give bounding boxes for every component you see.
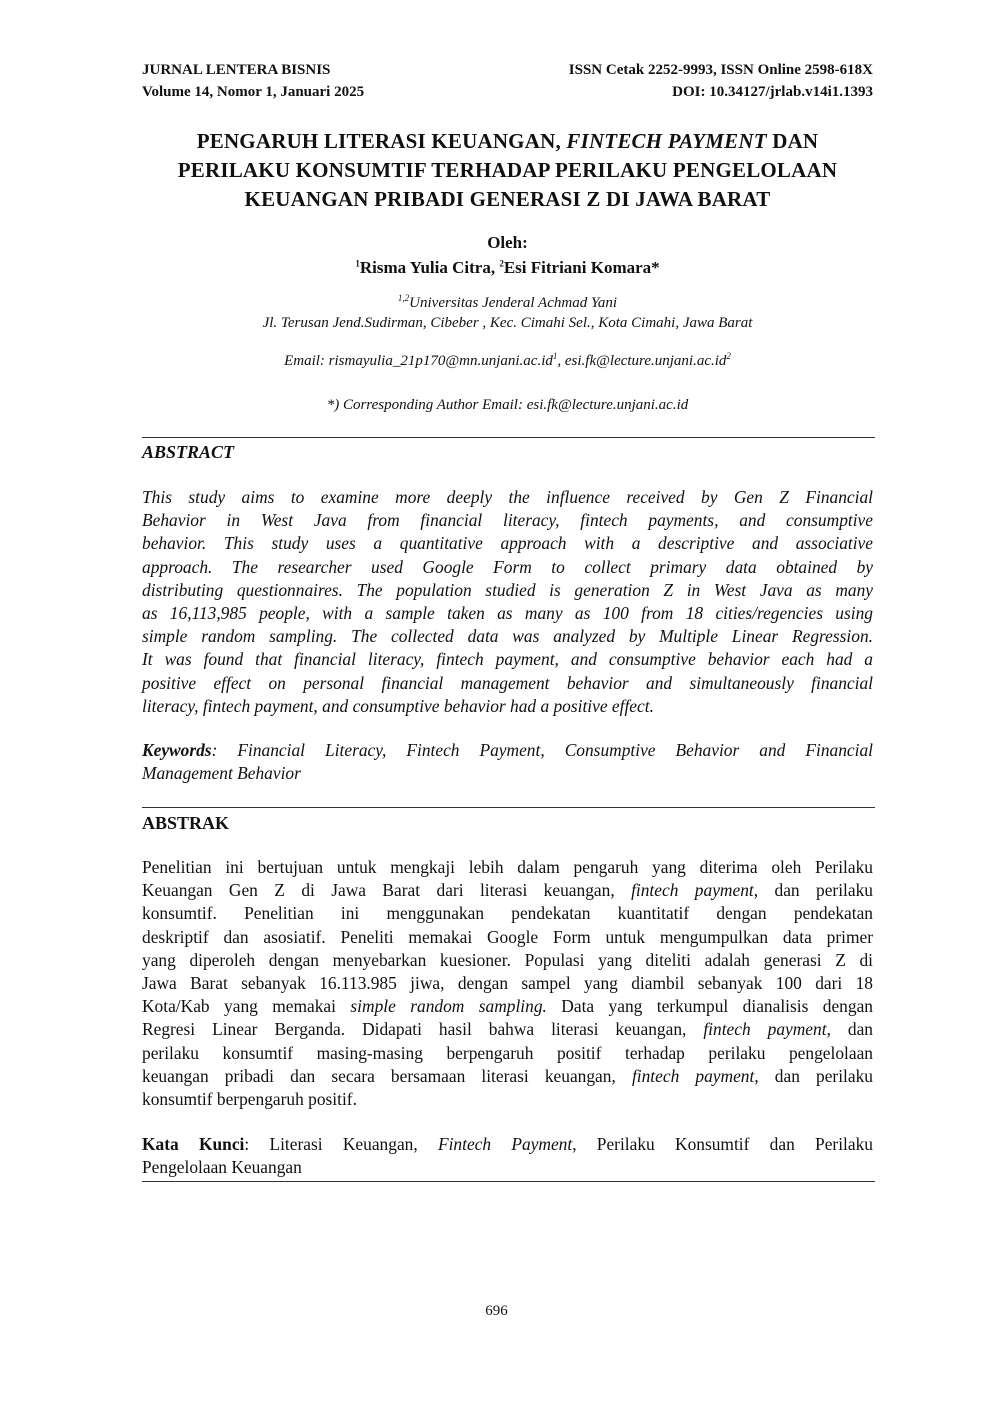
paper-title xyxy=(100,127,915,214)
corresponding-author: *) Corresponding Author Email: esi.fk@lecture.unjani.ac.id xyxy=(326,397,689,413)
abstract-en-line: simple random sampling. The collected data was analyzed by Multiple Linear Regression. xyxy=(142,626,873,647)
kata-kunci-text-2: Pengelolaan Keuangan xyxy=(142,1157,302,1178)
keywords-text-2: Management Behavior xyxy=(142,763,301,784)
divider xyxy=(142,807,875,808)
abstract-id-line: yang diperoleh dengan menyebarkan kuesioner. Populasi yang diteliti adalah generasi Z di xyxy=(142,949,873,970)
abstract-en-body xyxy=(142,486,873,718)
keywords-id: Kata Kunci: Literasi Keuangan, Fintech Payment, Perilaku Konsumtif dan Perilaku Pengelolaan Keuangan xyxy=(142,1133,873,1179)
title-line-1-end: DAN xyxy=(766,129,819,153)
doi: DOI: 10.34127/jrlab.v14i1.1393 xyxy=(672,84,873,100)
abstract-id-line: Kota/Kab yang memakai simple random sampling. Data yang terkumpul dianalisis dengan xyxy=(142,996,873,1017)
keywords-label: Keywords xyxy=(142,740,212,760)
email-sep: , xyxy=(557,353,565,369)
title-line-3: KEUANGAN PRIBADI GENERASI Z DI JAWA BARAT xyxy=(244,187,771,211)
abstract-id-line: perilaku konsumtif masing-masing berpengaruh positif terhadap perilaku pengelolaan xyxy=(142,1042,873,1063)
abstract-en-line: as 16,113,985 people, with a sample taken as many as 100 from 18 cities/regencies using xyxy=(142,603,873,624)
author-2: Esi Fitriani Komara* xyxy=(503,258,660,277)
abstract-en-line: Behavior in West Java from financial literacy, fintech payments, and consumptive xyxy=(142,510,873,531)
abstract-id-line: Keuangan Gen Z di Jawa Barat dari literasi keuangan, fintech payment, dan perilaku xyxy=(142,880,873,901)
keywords-text: : Financial Literacy, Fintech Payment, Consumptive Behavior and Financial xyxy=(211,740,873,760)
affiliation xyxy=(100,293,915,333)
keywords-en xyxy=(142,739,873,785)
abstract-id-body xyxy=(142,856,873,1111)
email-line xyxy=(100,351,915,371)
title-line-1: PENGARUH LITERASI KEUANGAN, xyxy=(196,129,567,153)
title-line-2: PERILAKU KONSUMTIF TERHADAP PERILAKU PENGELOLAAN xyxy=(177,158,838,182)
abstract-en-line: This study aims to examine more deeply the influence received by Gen Z Financial xyxy=(142,487,873,507)
abstract-heading: ABSTRACT xyxy=(142,442,235,462)
abstract-id-line: Penelitian ini bertujuan untuk mengkaji lebih dalam pengaruh yang diterima oleh Perilaku xyxy=(142,857,873,877)
page-number: 696 xyxy=(485,1303,508,1319)
author-1: Risma Yulia Citra, xyxy=(359,258,500,277)
abstract-id-line: keuangan pribadi dan secara bersamaan literasi keuangan, fintech payment, dan perilaku xyxy=(142,1065,873,1086)
divider xyxy=(142,1181,875,1182)
issn: ISSN Cetak 2252-9993, ISSN Online 2598-618X xyxy=(568,62,873,78)
divider xyxy=(142,437,875,438)
title-line-1-italic: FINTECH PAYMENT xyxy=(566,129,767,153)
abstract-id-line: Regresi Linear Berganda. Didapati hasil bahwa literasi keuangan, fintech payment, dan xyxy=(142,1019,873,1040)
abstract-id-line: Jawa Barat sebanyak 16.113.985 jiwa, dengan sampel yang diambil sebanyak 100 dari 18 xyxy=(142,973,873,994)
email-label: Email: xyxy=(284,353,329,369)
kata-kunci-label: Kata Kunci xyxy=(142,1134,245,1154)
abstract-en-line: positive effect on personal financial management behavior and simultaneously financial xyxy=(142,672,873,693)
affiliation-sup: 1,2 xyxy=(397,293,410,303)
university: Universitas Jenderal Achmad Yani xyxy=(409,295,618,311)
abstract-id-line: deskriptif dan asosiatif. Peneliti memakai Google Form untuk mengumpulkan data primer xyxy=(142,926,873,947)
volume-info: Volume 14, Nomor 1, Januari 2025 xyxy=(142,84,365,100)
abstract-en-line: behavior. This study uses a quantitative approach with a descriptive and associative xyxy=(142,533,873,554)
email-1[interactable]: rismayulia_21p170@mn.unjani.ac.id xyxy=(328,353,553,369)
abstract-id-line: konsumtif. Penelitian ini menggunakan pendekatan kuantitatif dengan pendekatan xyxy=(142,903,873,924)
email-2[interactable]: esi.fk@lecture.unjani.ac.id xyxy=(564,353,727,369)
author2-sup: 2 xyxy=(499,258,504,269)
abstract-en-line: approach. The researcher used Google Form to collect primary data obtained by xyxy=(142,556,873,577)
abstrak-heading: ABSTRAK xyxy=(142,813,230,833)
author-list xyxy=(100,255,915,280)
abstract-en-line: literacy, fintech payment, and consumptive behavior had a positive effect. xyxy=(142,695,654,716)
abstract-id-line: konsumtif berpengaruh positif. xyxy=(142,1089,357,1110)
address: Jl. Terusan Jend.Sudirman, Cibeber , Kec. Cimahi Sel., Kota Cimahi, Jawa Barat xyxy=(262,315,753,331)
author1-sup: 1 xyxy=(355,258,360,269)
abstract-en-line: distributing questionnaires. The population studied is generation Z in West Java as many xyxy=(142,579,873,600)
journal-name: JURNAL LENTERA BISNIS xyxy=(142,62,331,78)
authors-block xyxy=(100,230,915,280)
email2-sup: 2 xyxy=(726,351,731,361)
by-label: Oleh: xyxy=(487,233,528,252)
email1-sup: 1 xyxy=(552,351,558,361)
abstract-en-line: It was found that financial literacy, fintech payment, and consumptive behavior each had a xyxy=(142,649,873,670)
